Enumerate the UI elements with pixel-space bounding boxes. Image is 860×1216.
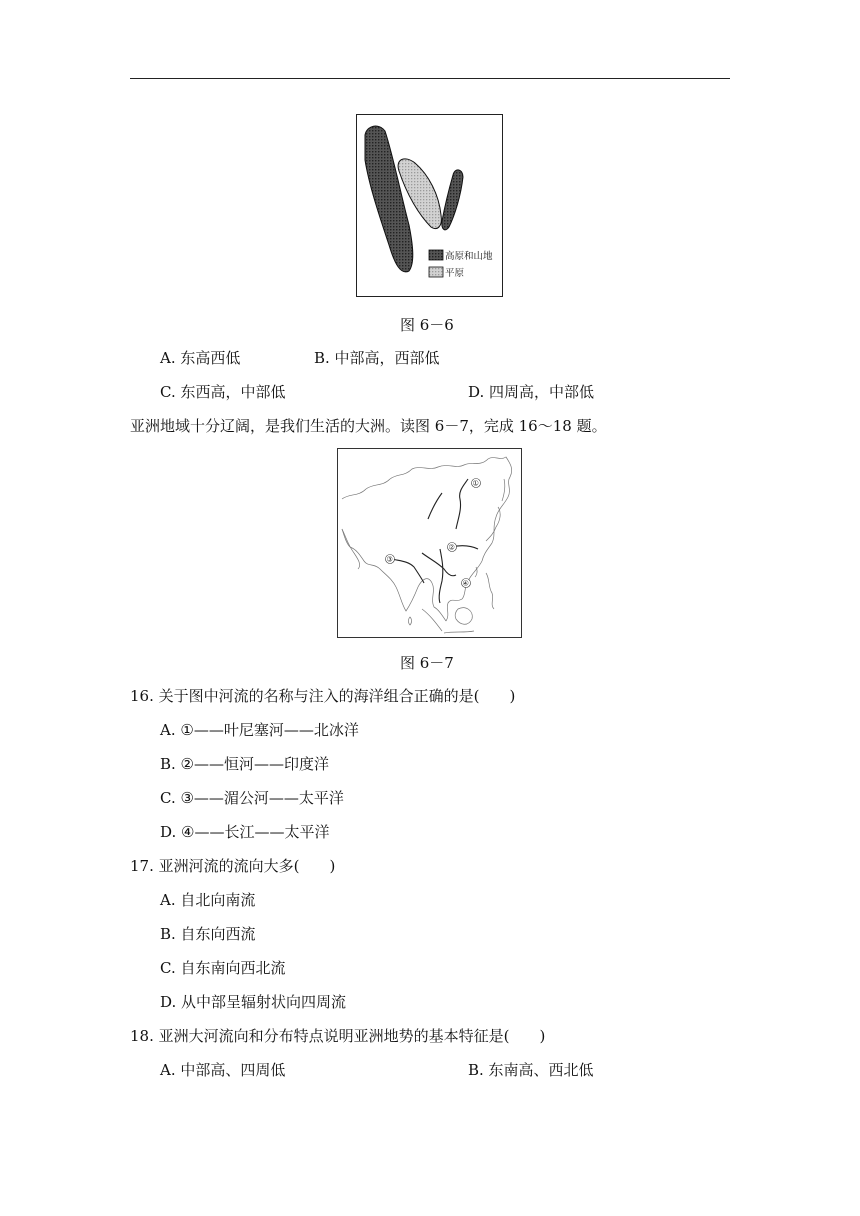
island-taiwan (475, 567, 477, 577)
q18-option-a: A. 中部高、四周低 (160, 1061, 286, 1079)
q16-option-c: C. ③——湄公河——太平洋 (160, 789, 344, 807)
eastern-highland-shape (442, 170, 463, 230)
q17-option-d: D. 从中部呈辐射状向四周流 (160, 993, 347, 1011)
q15-option-c: C. 东西高，中部低 (160, 383, 286, 401)
river-3 (439, 549, 443, 603)
peninsula-arabia (342, 529, 360, 569)
island-java (444, 631, 474, 633)
q18-stem: 18. 亚洲大河流向和分布特点说明亚洲地势的基本特征是( ) (130, 1027, 546, 1045)
island-sumatra (422, 609, 442, 631)
q16-option-d: D. ④——长江——太平洋 (160, 823, 330, 841)
header-rule (130, 78, 730, 79)
q15-option-b: B. 中部高，西部低 (314, 349, 440, 367)
coastline-south (342, 529, 446, 621)
q17-option-a: A. 自北向南流 (160, 891, 256, 909)
terrain-sketch (357, 115, 501, 295)
legend-label-plain: 平原 (445, 268, 465, 279)
q18-option-b: B. 东南高、西北低 (468, 1061, 594, 1079)
terrain-figure (356, 114, 503, 297)
intro-paragraph: 亚洲地域十分辽阔，是我们生活的大洲。读图 6－7，完成 16～18 题。 (130, 417, 607, 435)
marker-1-label: ① (472, 479, 479, 488)
q17-option-b: B. 自东向西流 (160, 925, 256, 943)
river-6 (428, 493, 442, 519)
river-2 (422, 553, 456, 576)
western-highland-shape (365, 126, 413, 272)
marker-4-label: ④ (462, 579, 469, 588)
river-4 (392, 559, 424, 583)
asia-map (338, 449, 520, 636)
coastline-north (342, 457, 512, 543)
q15-option-a: A. 东高西低 (160, 349, 241, 367)
river-1 (456, 479, 468, 529)
island-borneo (455, 608, 472, 625)
island-sakhalin (502, 479, 505, 501)
q16-stem: 16. 关于图中河流的名称与注入的海洋组合正确的是( ) (130, 687, 516, 705)
island-sri-lanka (409, 617, 412, 625)
marker-3-label: ③ (386, 555, 393, 564)
figure-caption-6-6: 图 6－6 (400, 316, 454, 334)
legend-label-highland: 高原和山地 (445, 251, 493, 262)
q17-stem: 17. 亚洲河流的流向大多( ) (130, 857, 336, 875)
island-philippines (486, 573, 494, 609)
q16-option-a: A. ①——叶尼塞河——北冰洋 (160, 721, 359, 739)
q17-option-c: C. 自东南向西北流 (160, 959, 286, 977)
figure-caption-6-7: 图 6－7 (400, 654, 454, 672)
asia-map-figure (337, 448, 522, 638)
marker-2-label: ② (448, 543, 455, 552)
legend-swatch-plain (429, 267, 443, 277)
legend-swatch-highland (429, 250, 443, 260)
q15-option-d: D. 四周高，中部低 (468, 383, 595, 401)
q16-option-b: B. ②——恒河——印度洋 (160, 755, 330, 773)
